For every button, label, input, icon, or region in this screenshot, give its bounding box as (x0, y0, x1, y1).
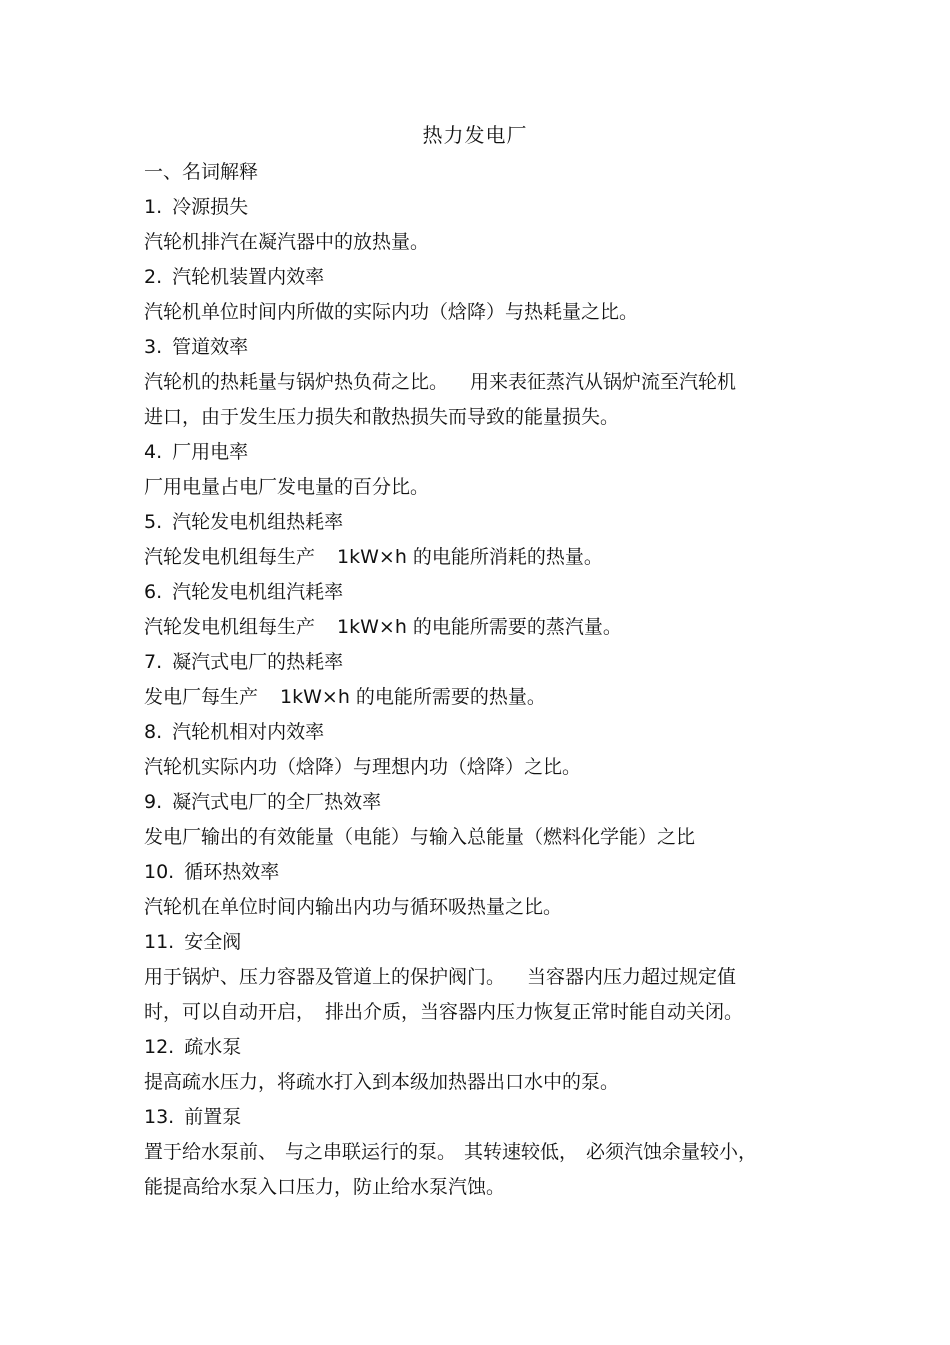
term-heading (144, 785, 804, 820)
term-number: 8. (144, 721, 163, 743)
term-definition: 厂用电量占电厂发电量的百分比。 (144, 476, 430, 498)
term-heading (144, 855, 804, 890)
term-heading (144, 1030, 804, 1065)
term-definition-continued: 进口，由于发生压力损失和散热损失而导致的能量损失。 (144, 406, 620, 428)
definition-part: 发电厂每生产 (144, 686, 259, 708)
term-heading (144, 190, 804, 225)
definition-part: 1kW×h 的电能所需要的蒸汽量。 (337, 616, 622, 638)
definition-part: 汽轮机的热耗量与锅炉热负荷之比。 (144, 371, 449, 393)
term-definition: 汽轮机实际内功（焓降）与理想内功（焓降）之比。 (144, 756, 582, 778)
definition-part: 1kW×h 的电能所消耗的热量。 (337, 546, 603, 568)
term-name: 前置泵 (184, 1106, 242, 1128)
term-heading (144, 260, 804, 295)
term-heading (144, 575, 804, 610)
term-number: 6. (144, 581, 163, 603)
term-heading (144, 925, 804, 960)
definition-part: 其转速较低， (464, 1141, 579, 1163)
document-body (144, 155, 804, 1205)
term-number: 13. (144, 1106, 175, 1128)
term-heading (144, 715, 804, 750)
term-name: 汽轮发电机组热耗率 (172, 511, 344, 533)
term-name: 凝汽式电厂的全厂热效率 (172, 791, 382, 813)
term-heading (144, 645, 804, 680)
term-definition (144, 610, 804, 645)
term-number: 9. (144, 791, 163, 813)
term-name: 汽轮发电机组汽耗率 (172, 581, 344, 603)
term-name: 汽轮机相对内效率 (172, 721, 325, 743)
term-number: 7. (144, 651, 163, 673)
definition-part: 1kW×h 的电能所需要的热量。 (280, 686, 546, 708)
definition-part: 时，可以自动开启， (144, 1001, 316, 1023)
term-name: 安全阀 (184, 931, 242, 953)
term-definition: 汽轮机在单位时间内输出内功与循环吸热量之比。 (144, 896, 563, 918)
term-definition-continued: 能提高给水泵入口压力，防止给水泵汽蚀。 (144, 1176, 506, 1198)
definition-part: 汽轮发电机组每生产 (144, 616, 316, 638)
term-number: 10. (144, 861, 175, 883)
term-name: 厂用电率 (172, 441, 249, 463)
definition-part: 用于锅炉、压力容器及管道上的保护阀门。 (144, 966, 506, 988)
term-number: 5. (144, 511, 163, 533)
term-number: 12. (144, 1036, 175, 1058)
term-name: 冷源损失 (172, 196, 249, 218)
term-heading (144, 435, 804, 470)
term-definition: 提高疏水压力，将疏水打入到本级加热器出口水中的泵。 (144, 1071, 620, 1093)
definition-part: 当容器内压力超过规定值 (527, 966, 737, 988)
definition-part: 置于给水泵前、 (144, 1141, 278, 1163)
definition-part: 与之串联运行的泵。 (285, 1141, 457, 1163)
term-definition: 发电厂输出的有效能量（电能）与输入总能量（燃料化学能）之比 (144, 826, 696, 848)
term-number: 4. (144, 441, 163, 463)
term-definition-continued (144, 995, 804, 1030)
definition-part: 排出介质，当容器内压力恢复正常时能自动关闭。 (325, 1001, 744, 1023)
term-number: 11. (144, 931, 175, 953)
term-heading (144, 1100, 804, 1135)
term-definition (144, 1135, 804, 1170)
term-definition: 汽轮机排汽在凝汽器中的放热量。 (144, 231, 430, 253)
term-name: 循环热效率 (184, 861, 280, 883)
term-definition (144, 960, 804, 995)
term-definition (144, 540, 804, 575)
definition-part: 用来表征蒸汽从锅炉流至汽轮机 (470, 371, 737, 393)
term-heading (144, 505, 804, 540)
definition-part: 汽轮发电机组每生产 (144, 546, 316, 568)
term-name: 凝汽式电厂的热耗率 (172, 651, 344, 673)
term-definition: 汽轮机单位时间内所做的实际内功（焓降）与热耗量之比。 (144, 301, 639, 323)
term-number: 3. (144, 336, 163, 358)
section-heading: 一、名词解释 (144, 161, 259, 183)
term-name: 汽轮机装置内效率 (172, 266, 325, 288)
term-number: 2. (144, 266, 163, 288)
term-name: 疏水泵 (184, 1036, 242, 1058)
term-definition (144, 680, 804, 715)
definition-part: 必须汽蚀余量较小， (586, 1141, 758, 1163)
term-number: 1. (144, 196, 163, 218)
page-title: 热力发电厂 (422, 123, 528, 147)
term-definition (144, 365, 804, 400)
term-name: 管道效率 (172, 336, 249, 358)
term-heading (144, 330, 804, 365)
